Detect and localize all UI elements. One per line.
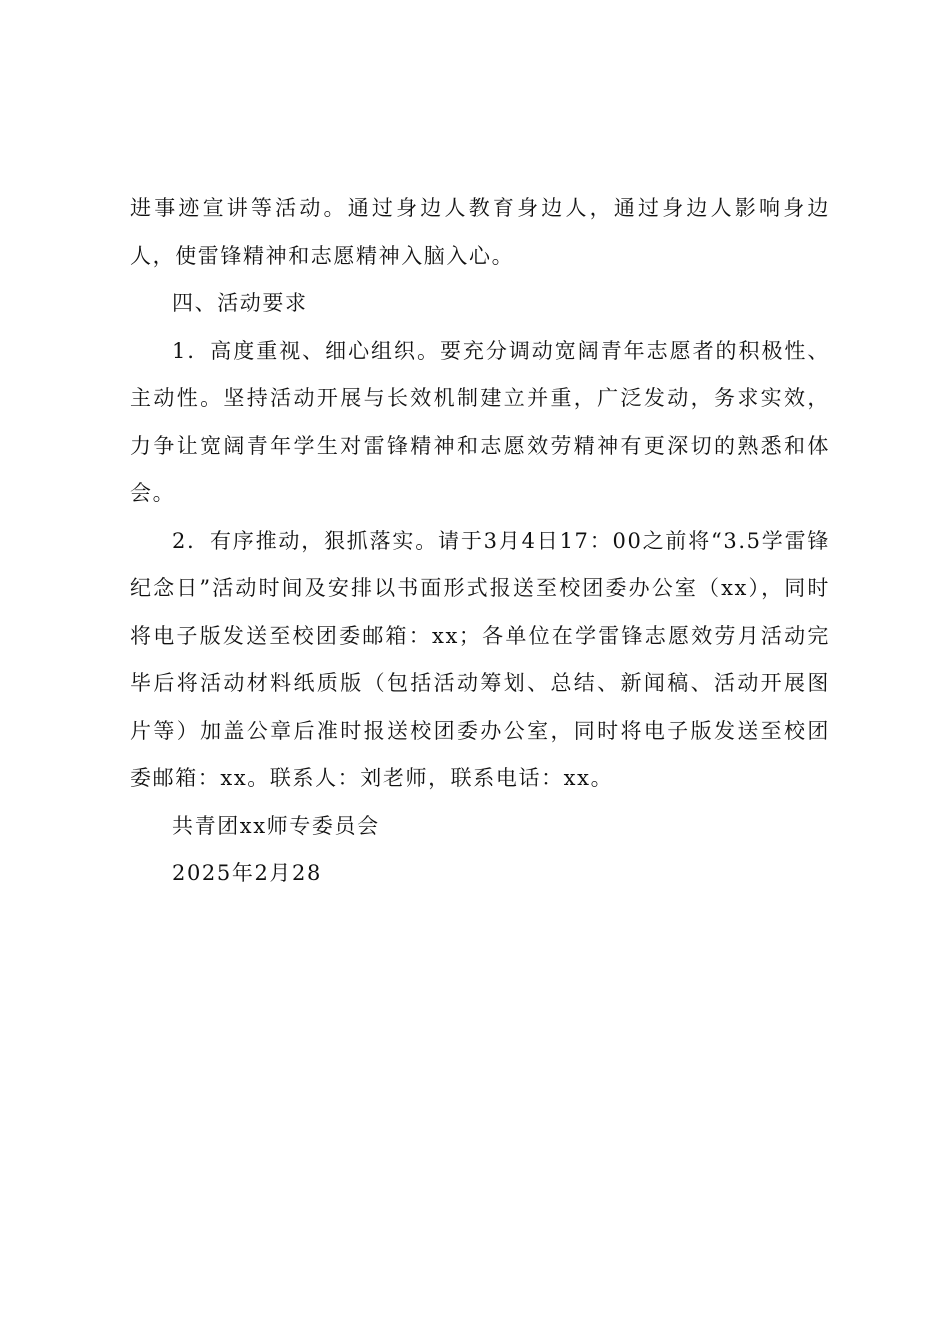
section-heading: 四、活动要求 [172,291,308,315]
date-line: 2025年2月28 [172,861,322,885]
paragraph-continuation: 进事迹宣讲等活动。通过身边人教育身边人，通过身边人影响身边人，使雷锋精神和志愿精神入脑入心。 [130,196,830,268]
requirement-item-1: 1．高度重视、细心组织。要充分调动宽阔青年志愿者的积极性、主动性。坚持活动开展与长效机制建立并重，广泛发动，务求实效，力争让宽阔青年学生对雷锋精神和志愿效劳精神有更深切的熟悉和体会。 [130,338,830,505]
requirement-item-2: 2．有序推动，狠抓落实。请于3月4日17：00之前将“3.5学雷锋纪念日”活动时间及安排以书面形式报送至校团委办公室（xx），同时将电子版发送至校团委邮箱：xx；各单位在学雷锋志愿效劳月活动完毕后将活动材料纸质版（包括活动筹划、总结、新闻稿、活动开展图片等）加盖公章后准时报送校团委办公室，同时将电子版发送至校团委邮箱：xx。联系人：刘老师，联系电话：xx。 [130,528,830,790]
signature-line: 共青团xx师专委员会 [172,813,380,838]
document-body [130,185,830,898]
